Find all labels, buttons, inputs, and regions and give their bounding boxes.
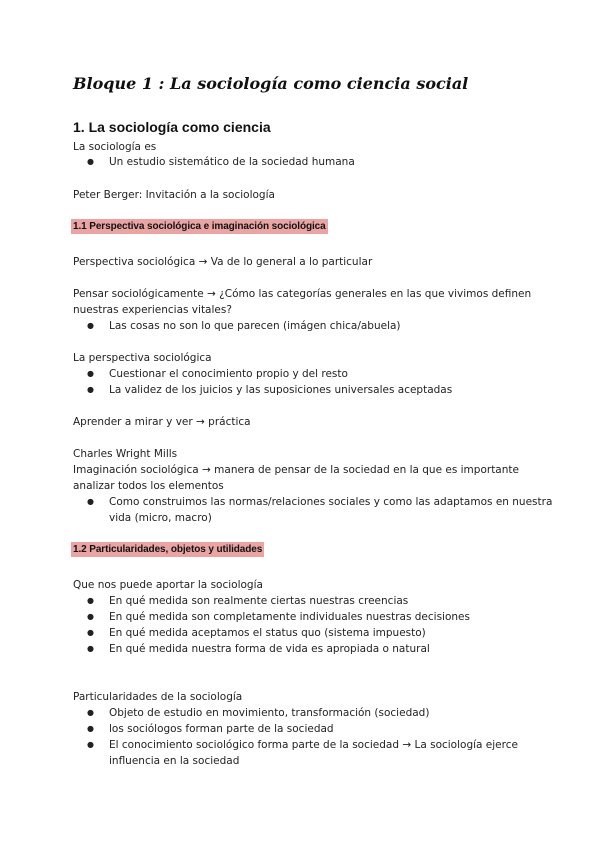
- bullet-icon: ●: [87, 321, 94, 330]
- bullet-icon: ●: [87, 628, 94, 637]
- subsection-heading: 1.1 Perspectiva sociológica e imaginación sociológica: [73, 221, 326, 232]
- list-item-text: los sociólogos forman parte de la sociedad: [109, 723, 334, 735]
- list-item-text: En qué medida nuestra forma de vida es apropiada o natural: [109, 643, 430, 655]
- bullet-icon: ●: [87, 157, 94, 166]
- bullet-icon: ●: [87, 724, 94, 733]
- list-item-text: En qué medida son realmente ciertas nuestras creencias: [109, 595, 409, 607]
- list-item: [87, 625, 426, 641]
- list-item: [87, 382, 452, 398]
- bullet-icon: ●: [87, 596, 94, 605]
- list-item: [87, 494, 552, 526]
- list-item: [87, 705, 429, 721]
- list-item-text: En qué medida aceptamos el status quo (sistema impuesto): [109, 627, 426, 639]
- list-item-text: influencia en la sociedad: [109, 755, 240, 767]
- subsection-heading: 1.2 Particularidades, objetos y utilidades: [73, 544, 263, 555]
- paragraph: nuestras experiencias vitales?: [73, 304, 232, 316]
- list-item-text: Cuestionar el conocimiento propio y del resto: [109, 368, 348, 380]
- list-item: [87, 593, 408, 609]
- list-item: [87, 154, 355, 170]
- bullet-icon: ●: [87, 740, 94, 749]
- list-item-text: vida (micro, macro): [109, 512, 212, 524]
- list-item: [87, 721, 334, 737]
- list-item: [87, 641, 430, 657]
- list-item: [87, 737, 518, 769]
- list-item: [87, 609, 470, 625]
- list-item-text: En qué medida son completamente individuales nuestras decisiones: [109, 611, 470, 623]
- paragraph: Que nos puede aportar la sociología: [73, 579, 263, 591]
- paragraph: Charles Wright Mills: [73, 448, 178, 460]
- paragraph: Perspectiva sociológica → Va de lo general a lo particular: [73, 256, 373, 268]
- paragraph: La sociología es: [73, 141, 157, 153]
- list-item-text: La validez de los juicios y las suposiciones universales aceptadas: [109, 384, 453, 396]
- bullet-icon: ●: [87, 708, 94, 717]
- paragraph: analizar todos los elementos: [73, 480, 224, 492]
- list-item: [87, 318, 401, 334]
- bullet-icon: ●: [87, 497, 94, 506]
- list-item-text: Como construimos las normas/relaciones sociales y como las adaptamos en nuestra: [109, 496, 553, 508]
- bullet-icon: ●: [87, 385, 94, 394]
- list-item-text: Objeto de estudio en movimiento, transformación (sociedad): [109, 707, 430, 719]
- list-item: [87, 366, 348, 382]
- paragraph: Peter Berger: Invitación a la sociología: [73, 189, 275, 201]
- list-item-text: Las cosas no son lo que parecen (imágen chica/abuela): [109, 320, 401, 332]
- paragraph: Particularidades de la sociología: [73, 691, 243, 703]
- list-item-text: El conocimiento sociológico forma parte de la sociedad → La sociología ejerce: [109, 739, 518, 751]
- section-heading: 1. La sociología como ciencia: [73, 119, 271, 135]
- list-item-text: Un estudio sistemático de la sociedad humana: [109, 156, 355, 168]
- paragraph: La perspectiva sociológica: [73, 352, 212, 364]
- document-title: Bloque 1 : La sociología como ciencia social: [73, 74, 469, 93]
- paragraph: Aprender a mirar y ver → práctica: [73, 416, 251, 428]
- bullet-icon: ●: [87, 644, 94, 653]
- bullet-icon: ●: [87, 369, 94, 378]
- bullet-icon: ●: [87, 612, 94, 621]
- paragraph: Imaginación sociológica → manera de pensar de la sociedad en la que es importante: [73, 464, 519, 476]
- paragraph: Pensar sociológicamente → ¿Cómo las categorías generales en las que vivimos definen: [73, 288, 532, 300]
